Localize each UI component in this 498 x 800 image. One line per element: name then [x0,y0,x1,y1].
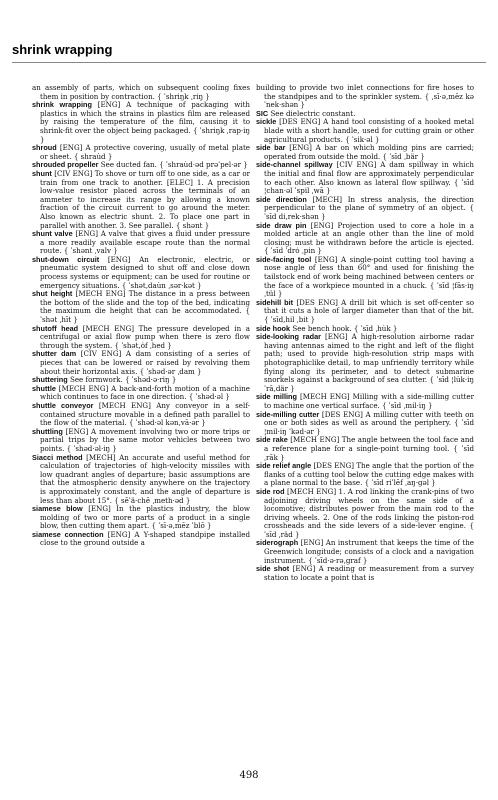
dictionary-entry [32,101,250,144]
dictionary-entry [256,539,474,565]
dictionary-entry [256,436,474,462]
dictionary-entry [256,462,474,488]
headword: shrink wrapping [32,100,92,110]
definition-text: See ducted fan. { ˈshrau̇d·əd prəˈpel·ər } [100,160,248,170]
definition-text: [ENG] Projection used to core a hole in a molded article at an angle other than the line of mold closing; must be withdrawn before the article is ejected. { ˈsīd ˈdrȯ ˌpin } [264,220,474,256]
headword: side shot [256,564,290,574]
headword: side-looking radar [256,332,321,342]
dictionary-entry [256,84,474,110]
header-rule [12,62,486,63]
definition-text: [ENG] A bar on which molding pins are carried; operated from outside the mold. { ˈsīd ˌbär } [264,143,474,161]
headword: shut-down circuit [32,254,100,264]
definition-text: [MECH ENG] The angle between the tool face and a reference plane for a single-point turning tool. { ˈsīd ˌrāk } [264,435,474,462]
headword: side milling [256,392,297,402]
headword: shuttering [32,375,68,385]
left-column [32,84,250,548]
dictionary-entry [32,256,250,290]
headword: shunt valve [32,229,73,239]
dictionary-entry [32,385,250,402]
headword: shuttle conveyor [32,400,94,410]
dictionary-entry [32,454,250,506]
definition-text: [DES ENG] A hand tool consisting of a hooked metal blade with a short handle, used for cutting grain or other agricultural products. { ˈsik·əl } [264,117,474,144]
headword: shrouded propeller [32,160,99,170]
dictionary-entry [256,333,474,393]
headword: side hook [256,323,291,333]
page-number: 498 [239,770,259,781]
headword: siderograph [256,538,299,548]
headword: shutoff head [32,323,79,333]
headword: sidehill bit [256,297,294,307]
definition-text: [CIV ENG] To shove or turn off to one side, as a car or train from one track to another. [ELEC] 1. A precision low-value resistor placed across the terminals of an ammeter to increase its range by allowing a known fraction of the circuit current to go around the meter. Also known as electric shunt. 2. To place one part in parallel with another. 3. See parallel. { shənt } [40,168,250,230]
dictionary-entry [256,118,474,144]
definition-text: [ENG] In the plastics industry, the blow molding of two or more parts of a product in a single blow, then cutting them apart. { ˈsī·ə‚mēz ˈblō } [40,504,251,531]
headword: side-facing tool [256,254,312,264]
dictionary-entry [256,144,474,161]
headword: side-channel spillway [256,160,333,170]
definition-text: [ENG] An instrument that keeps the time of the Greenwich longitude; consists of a clock and a navigation instrument. { ˈsīd·ə·rə‚graf } [264,538,474,565]
dictionary-entry [256,488,474,540]
headword: side rod [256,486,285,496]
definition-text: [DES ENG] The angle that the portion of the flanks of a cutting tool below the cutting edge makes with a plane normal to the base. { ˈsīd riˈlēf ˌaŋ·gəl } [264,461,475,488]
headword: shunt [32,168,52,178]
dictionary-entry [256,222,474,256]
headword: side draw pin [256,220,307,230]
headword: Siacci method [32,452,83,462]
definition-text: [MECH ENG] The distance in a press between the bottom of the slide and the top of the bed, indicating the maximum die height that can be accommodated. { ˈshət ˌhīt } [40,289,250,325]
dictionary-entry [256,565,474,582]
headword: side bar [256,143,286,153]
definition-text: [ENG] A Y-shaped standpipe installed close to the ground outside a [40,529,250,548]
dictionary-entry [32,325,250,351]
dictionary-entry [32,531,250,548]
definition-text: [ENG] A movement involving two or more trips or partial trips by the same motor vehicles between two points. { ˈshəd·əl·iŋ } [40,426,250,453]
definition-text: [MECH] An accurate and useful method for calculation of trajectories of high-velocity missiles with low quadrant angles of departure; basic assumptions are that the atmospheric density anywhere on the trajectory is approximately constant, and the angle of departure is less than about 15°. { sēˈä·chē ˌmeth·əd } [40,452,250,505]
dictionary-entry [32,505,250,531]
definition-text: [DES ENG] A milling cutter with teeth on one or both sides as well as around the periphery. { ˈsīd ¦mil·iŋ ˈkəd·ər } [264,409,474,436]
definition-text: [MECH ENG] A back-and-forth motion of a machine which continues to face in one direction. { ˈshəd·əl } [40,383,250,402]
definition-text: an assembly of parts, which on subsequent cooling fixes them in position by contraction. { ˈshriŋk ˌriŋ } [32,83,250,101]
definition-text: [ENG] An electronic, electric, or pneumatic system designed to shut off and close down process systems or equipment; can be used for routine or emergency situations. { ˈshət‚dau̇n ˌsər·kət } [40,254,250,290]
headword: side direction [256,194,307,204]
definition-text: [ENG] A technique of packaging with plastics in which the strains in plastics film are released by raising the temperature of the film, causing it to shrink-fit over the object being packaged. { ˈshriŋk ˌrap·iŋ } [40,100,250,144]
running-head: shrink wrapping [12,42,113,57]
dictionary-entry [32,230,250,256]
definition-text: [ENG] A reading or measurement from a survey station to locate a point that is [264,564,475,582]
headword: shutter dam [32,349,77,359]
dictionary-entry [256,196,474,222]
headword: side-milling cutter [256,409,320,419]
headword: siamese connection [32,529,104,539]
definition-text: [MECH ENG] Milling with a side-milling cutter to machine one vertical surface. { ˈsīd ˌmil·iŋ } [264,392,474,410]
headword: shuttling [32,426,63,436]
definition-text: See dielectric constant. [270,108,356,118]
definition-text: [MECH ENG] Any conveyor in a self-contained structure movable in a defined path parallel to the flow of the material. { ˈshəd·əl kən‚vā·ər } [40,400,250,428]
dictionary-entry [32,290,250,324]
definition-text: See bench hook. { ˈsīd ˌhu̇k } [292,323,398,333]
dictionary-entry [256,256,474,299]
definition-text: [MECH] In stress analysis, the direction perpendicular to the plane of symmetry of an object. { ˈsīd di‚rek·shən } [264,194,474,221]
dictionary-entry [32,144,250,161]
definition-text: [ENG] A single-point cutting tool having a nose angle of less than 60° and used for finishing the tailstock end of work being machined between centers or the face of a workpiece mounted in a chuck. { ˈsīd ¦fās·iŋ ˌtül } [264,254,474,299]
headword: side rake [256,435,288,445]
definition-text: [DES ENG] A drill bit which is set off-center so that it cuts a hole of larger diameter than that of the bit. { ˈsīd‚hil ˌbit } [264,297,474,325]
headword: shut height [32,289,73,299]
definition-text: [CIV ENG] A dam spillway in which the initial and final flow are approximately perpendicular to each other. Also known as lateral flow spillway. { ˈsīd ¦chan·əl ˈspil ˌwā } [264,160,474,196]
definition-text: [MECH ENG] The pressure developed in a centrifugal or axial flow pump when there is zero flow through the system. { ˈshət‚ȯf ˌhed } [40,323,250,350]
definition-text: [MECH ENG] 1. A rod linking the crank-pins of two adjoining driving wheels on the same side of a locomotive; distributes power from the main rod to the driving wheels. 2. One of the rods linking the piston-rod crossheads and the side levers of a side-lever engine. { ˈsīd ˌräd } [264,486,474,539]
dictionary-entry [32,84,250,101]
definition-text: building to provide two inlet connections for fire hoses to the standpipes and to the sprinkler system. { ˌsī·ə‚mēz kəˈnek·shən } [256,83,474,110]
headword: shroud [32,143,57,153]
definition-text: [ENG] A protective covering, usually of metal plate or sheet. { shrau̇d } [40,143,250,161]
right-column [256,84,474,582]
dictionary-entry [32,350,250,376]
definition-text: [CIV ENG] A dam consisting of a series of pieces that can be lowered or raised by revolving them about their horizontal axis. { ˈshəd·ər ˌdam } [40,349,250,376]
headword: siamese blow [32,504,83,514]
headword: shuttle [32,383,56,393]
dictionary-entry [32,428,250,454]
definition-text: [ENG] A high-resolution airborne radar having antennas aimed to the right and left of the flight path; used to provide high-resolution strip maps with photographiclike detail, to map unfriendly territory while flying along its perimeter, and to detect submarine snorkels against a background of sea clutter. { ˈsīd ¦lu̇k·iŋ ˈrā‚där } [264,332,474,393]
headword: SIC [256,108,269,118]
dictionary-entry [256,299,474,325]
dictionary-entry [256,393,474,410]
headword: sickle [256,117,277,127]
definition-text: See formwork. { ˈshəd·ə·riŋ } [69,375,177,385]
headword: side relief angle [256,461,312,471]
dictionary-entry [256,411,474,437]
definition-text: [ENG] A valve that gives a fluid under pressure a more readily available escape route than the normal route. { ˈshənt ˌvalv } [40,229,250,256]
dictionary-entry [32,402,250,428]
dictionary-entry [256,161,474,195]
dictionary-entry [32,170,250,230]
